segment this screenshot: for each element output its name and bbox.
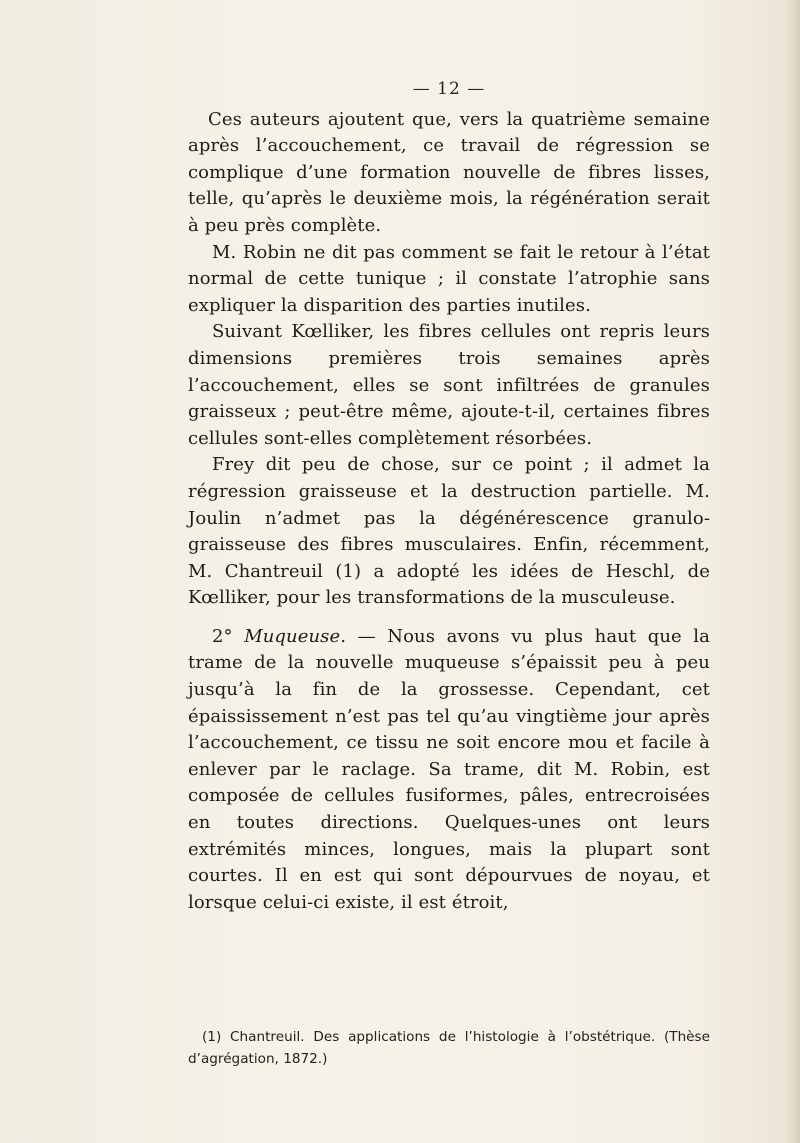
paragraph-4: Frey dit peu de chose, sur ce point ; il admet la régression graisseuse et la destruction partielle. M. Joulin n’admet pas la dégénérescence granulo-graisseuse des fibres musculaires. Enfin, récemment, M. Chantreuil (1) a adopté les idées de Heschl, de Kœlliker, pour les transformations de la musculeuse. [188,454,710,609]
section-title: Muqueuse. [244,625,347,647]
paragraph-2: M. Robin ne dit pas comment se fait le retour à l’état normal de cette tunique ; il constate l’atrophie sans expliquer la disparition des parties inutiles. [188,241,710,316]
page-edge-shadow [786,0,800,1143]
section-number: 2° [212,625,233,647]
paragraph-1: Ces auteurs ajoutent que, vers la quatrième semaine après l’accouchement, ce travail de régression se complique d’une formation nouvelle de fibres lisses, telle, qu’après le deuxième mois, la régénération serait à peu près complète. [188,108,710,236]
footnote [188,1026,710,1070]
section-paragraph [188,624,710,917]
paragraph-3: Suivant Kœlliker, les fibres cellules ont repris leurs dimensions premières trois semaines après l’accouchement, elles se sont infiltrées de granules graisseux ; peut-être même, ajoute-t-il, certaines fibres cellules sont-elles complètement résorbées. [188,321,710,449]
page-number: — 12 — [412,79,486,99]
footnote-text: (1) Chantreuil. Des applications de l’histologie à l’obstétrique. (Thèse d’agrégation, 1872.) [188,1029,710,1067]
main-text-block [188,76,710,916]
section-text: — Nous avons vu plus haut que la trame de la nouvelle muqueuse s’épaissit peu à peu jusqu’à la fin de la grossesse. Cependant, cet épaississement n’est pas tel qu’au vingtième jour après l’accouchement, ce tissu ne soit encore mou et facile à enlever par le raclage. Sa trame, dit M. Robin, est composée de cellules fusiformes, pâles, entrecroisées en toutes directions. Quelques-unes ont leurs extrémités minces, longues, mais la plupart sont courtes. Il en est qui sont dépourvues de noyau, et lorsque celui-ci existe, il est étroit, [188,625,710,913]
